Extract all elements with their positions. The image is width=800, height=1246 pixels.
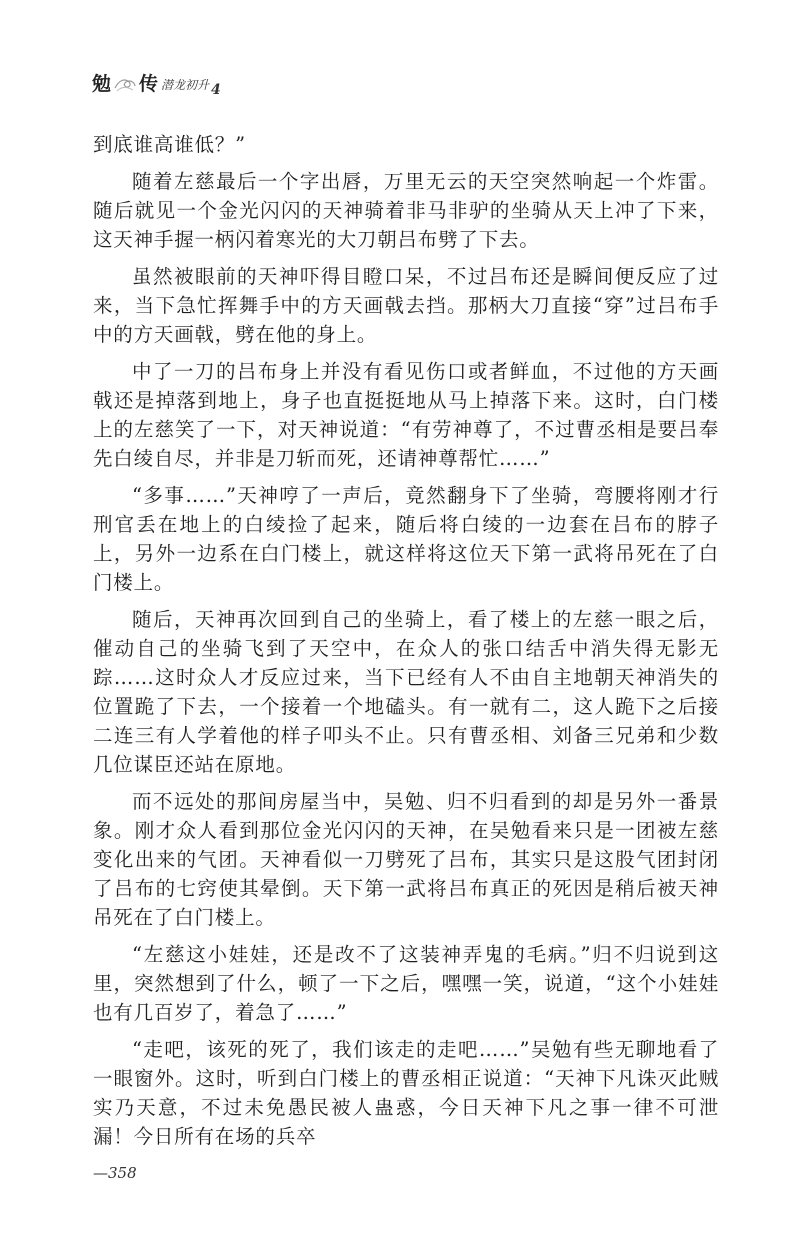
paragraph-4: 中了一刀的吕布身上并没有看见伤口或者鲜血，不过他的方天画戟还是掉落到地上，身子也直挺挺地从马上掉落下来。这时，白门楼上的左慈笑了一下，对天神说道：“有劳神尊了，不过曹丞相是要吕奉先白绫自尽，并非是刀斩而死，还请神尊帮忙……” xyxy=(93,360,719,470)
page-number: —358 xyxy=(93,1164,137,1182)
body-text xyxy=(93,130,719,1151)
swirl-ornament-icon xyxy=(113,74,137,94)
running-header xyxy=(92,58,221,98)
volume-number: 4 xyxy=(211,82,221,98)
paragraph-1: 到底谁高谁低？” xyxy=(93,133,246,156)
paragraph-9: “走吧，该死的死了，我们该走的走吧……”吴勉有些无聊地看了一眼窗外。这时，听到白门楼上的曹丞相正说道：“天神下凡诛灭此贼实乃天意，不过未免愚民被人蛊惑，今日天神下凡之事一律不可泄漏！今日所有在场的兵卒 xyxy=(93,1038,719,1148)
book-subtitle: 潜龙初升 xyxy=(161,78,210,92)
book-title-char-2: 传 xyxy=(139,73,159,95)
book-title-char-1: 勉 xyxy=(92,73,112,95)
paragraph-8: “左慈这小娃娃，还是改不了这装神弄鬼的毛病。”归不归说到这里，突然想到了什么，顿了一下之后，嘿嘿一笑，说道，“这个小娃娃也有几百岁了，着急了……” xyxy=(93,943,719,1024)
book-logo xyxy=(92,74,158,94)
paragraph-3: 虽然被眼前的天神吓得目瞪口呆，不过吕布还是瞬间便反应了过来，当下急忙挥舞手中的方天画戟去挡。那柄大刀直接“穿”过吕布手中的方天画戟，劈在他的身上。 xyxy=(93,265,719,346)
paragraph-2: 随着左慈最后一个字出唇，万里无云的天空突然响起一个炸雷。随后就见一个金光闪闪的天神骑着非马非驴的坐骑从天上冲了下来，这天神手握一柄闪着寒光的大刀朝吕布劈了下去。 xyxy=(93,170,719,251)
paragraph-7: 而不远处的那间房屋当中，吴勉、归不归看到的却是另外一番景象。刚才众人看到那位金光闪闪的天神，在吴勉看来只是一团被左慈变化出来的气团。天神看似一刀劈死了吕布，其实只是这股气团封闭了吕布的七窍使其晕倒。天下第一武将吕布真正的死因是稍后被天神吊死在了白门楼上。 xyxy=(93,790,719,929)
paragraph-5: “多事……”天神哼了一声后，竟然翻身下了坐骑，弯腰将刚才行刑官丢在地上的白绫捡了起来，随后将白绫的一边套在吕布的脖子上，另外一边系在白门楼上，就这样将这位天下第一武将吊死在了白门楼上。 xyxy=(93,484,719,594)
paragraph-6: 随后，天神再次回到自己的坐骑上，看了楼上的左慈一眼之后，催动自己的坐骑飞到了天空中，在众人的张口结舌中消失得无影无踪……这时众人才反应过来，当下已经有人不由自主地朝天神消失的位置跪了下去，一个接着一个地磕头。有一就有二，这人跪下之后接二连三有人学着他的样子叩头不止。只有曹丞相、刘备三兄弟和少数几位谋臣还站在原地。 xyxy=(93,608,719,776)
